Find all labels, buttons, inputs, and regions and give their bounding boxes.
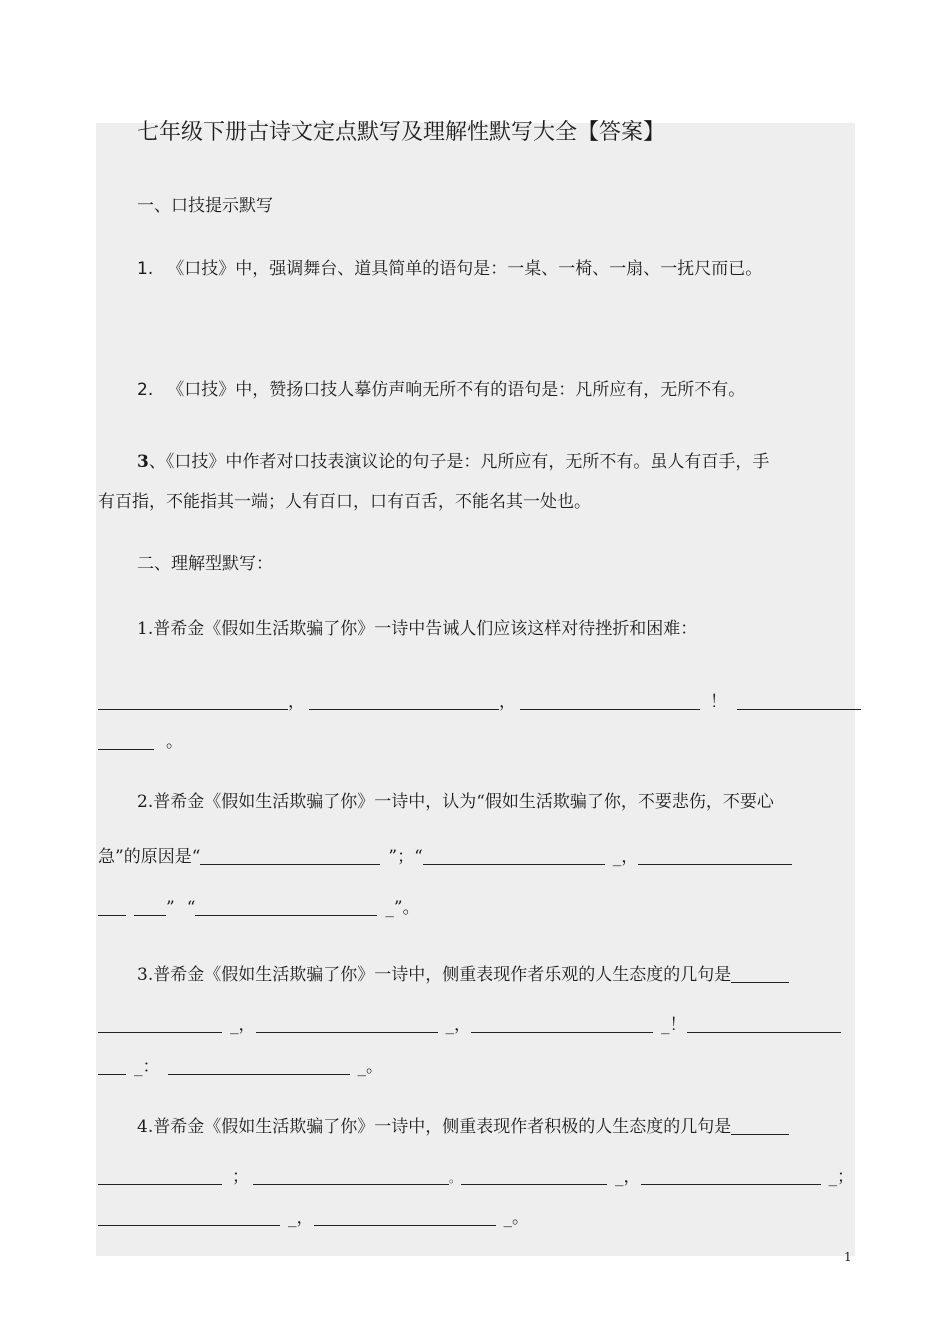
- question-1-1: [137, 257, 762, 281]
- answer-blank[interactable]: [641, 1183, 821, 1185]
- answer-blank[interactable]: [737, 708, 861, 710]
- answer-blank[interactable]: [256, 1031, 438, 1033]
- answer-blank[interactable]: [98, 1031, 222, 1033]
- answer-blank[interactable]: [461, 1183, 607, 1185]
- answer-blank[interactable]: [687, 1031, 841, 1033]
- question-2-2-line1: 2.普希金《假如生活欺骗了你》一诗中，认为“假如生活欺骗了你，不要悲伤，不要心: [137, 792, 774, 812]
- answer-blank[interactable]: [98, 748, 154, 750]
- answer-blank[interactable]: [98, 708, 288, 710]
- answer-blank[interactable]: [520, 708, 700, 710]
- question-text: 《口技》中，赞扬口技人摹仿声响无所不有的语句是：凡所应有，无所不有。: [167, 380, 746, 400]
- answer-blank[interactable]: [98, 1224, 280, 1226]
- section-heading-2: 二、理解型默写：: [137, 554, 273, 574]
- answer-blank[interactable]: [168, 1073, 350, 1075]
- answer-blank[interactable]: [471, 1031, 653, 1033]
- answer-blank[interactable]: [314, 1224, 496, 1226]
- question-2-2-line3: ” “ _”。: [98, 896, 420, 920]
- question-2-4-line2: ； 。 _， _；: [98, 1165, 854, 1190]
- question-2-3-line2: _， _， _！: [98, 1013, 841, 1037]
- answer-blank[interactable]: [253, 1183, 449, 1185]
- answer-blank[interactable]: [98, 914, 126, 916]
- question-number: 2.: [137, 380, 154, 400]
- question-1-3-line1: [137, 450, 769, 474]
- question-2-3-line3: _： _。: [98, 1055, 383, 1079]
- answer-blank[interactable]: [638, 863, 792, 865]
- question-2-1: 1.普希金《假如生活欺骗了你》一诗中告诫人们应该这样对待挫折和困难：: [137, 619, 698, 639]
- question-text: 《口技》中，强调舞台、道具简单的语句是：一桌、一椅、一扇、一抚尺而已。: [167, 259, 763, 279]
- question-2-4-line1: 4.普希金《假如生活欺骗了你》一诗中，侧重表现作者积极的人生态度的几句是: [137, 1115, 789, 1139]
- page-title: 七年级下册古诗文定点默写及理解性默写大全【答案】: [137, 120, 666, 145]
- answer-blank[interactable]: [423, 863, 605, 865]
- section-heading-1: 一、口技提示默写: [137, 196, 273, 216]
- answer-blank[interactable]: [98, 1073, 126, 1075]
- answer-blank[interactable]: [731, 1133, 789, 1135]
- answer-line-2-1b: 。: [98, 730, 183, 754]
- page-number: 1: [844, 1250, 852, 1264]
- question-text: 、《口技》中作者对口技表演议论的句子是：凡所应有，无所不有。虽人有百手，手: [148, 452, 770, 472]
- answer-blank[interactable]: [200, 863, 380, 865]
- question-2-2-line2: 急”的原因是“ ”；“ _，: [98, 845, 792, 869]
- question-2-4-line3: _， _。: [98, 1206, 529, 1230]
- answer-blank[interactable]: [731, 981, 789, 983]
- question-number: 3: [137, 452, 149, 472]
- question-1-3-line2: 有百指，不能指其一端；人有百口，口有百舌，不能名其一处也。: [98, 492, 591, 512]
- question-1-2: [137, 378, 745, 402]
- answer-line-2-1a: ， ， ！: [98, 690, 861, 714]
- answer-blank[interactable]: [98, 1183, 222, 1185]
- answer-blank[interactable]: [134, 914, 166, 916]
- answer-blank[interactable]: [309, 708, 499, 710]
- question-2-3-line1: 3.普希金《假如生活欺骗了你》一诗中，侧重表现作者乐观的人生态度的几句是: [137, 963, 789, 987]
- answer-blank[interactable]: [195, 914, 377, 916]
- question-number: 1.: [137, 259, 154, 279]
